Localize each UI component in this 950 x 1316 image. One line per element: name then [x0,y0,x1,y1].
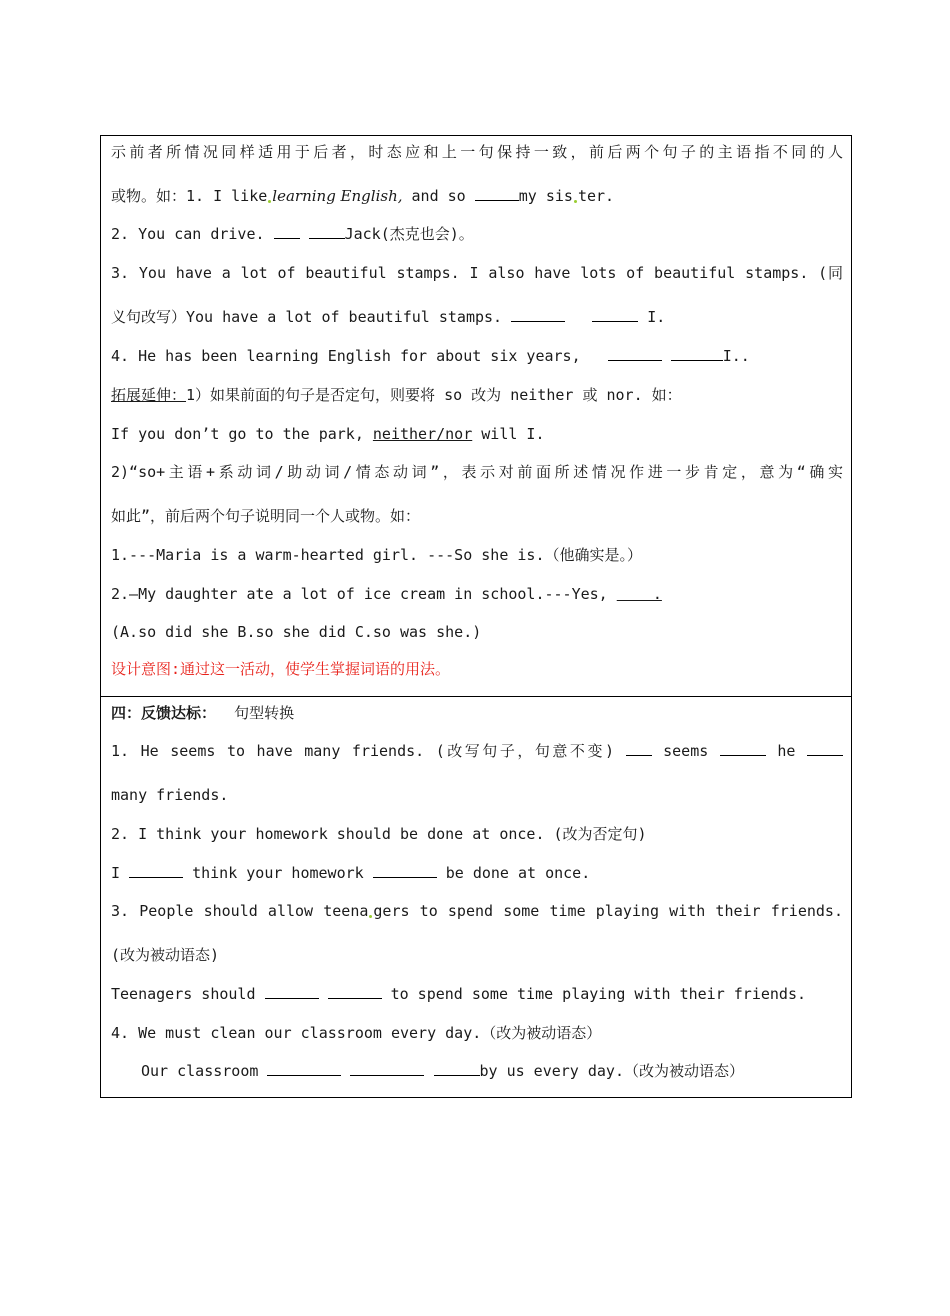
answer-blank[interactable] [274,224,300,239]
extension-line: 拓展延伸：1）如果前面的句子是否定句，则要将 so 改为 neither 或 nor. 如： [111,386,682,404]
question-3: 3. People should allow teena gers to spend some time playing with their friends. [111,902,843,920]
question-2-answer: I think your homework be done at once. [111,864,591,882]
answer-blank[interactable] [626,741,652,756]
mark-dot [574,200,577,203]
answer-blank[interactable] [720,741,766,756]
answer-blank[interactable] [511,307,565,322]
extension-line-3: 如此”，前后两个句子说明同一个人或物。如： [111,507,421,525]
extension-example-2: 2.—My daughter ate a lot of ice cream in school.---Yes, . [111,585,662,603]
extension-example-1: 1.---Maria is a warm-hearted girl. ---So she is.（他确实是。） [111,546,642,564]
question-2: 2. I think your homework should be done at once. (改为否定句) [111,825,647,843]
answer-blank[interactable] [671,346,723,361]
example-line-4: 4. He has been learning English for about six years, I.. [111,347,750,365]
example-line-3-rewrite: 义句改写）You have a lot of beautiful stamps. I. [111,308,666,326]
answer-blank[interactable] [807,741,843,756]
answer-blank[interactable] [350,1061,424,1076]
feedback-section-box [100,696,852,1098]
example-line-1: 或物。如：1. I like learning English, and so my sis ter. [111,187,615,205]
answer-blank[interactable] [434,1061,480,1076]
text-line: 示前者所情况同样适用于后者，时态应和上一句保持一致，前后两个句子的主语指不同的人 [111,143,843,161]
mark-dot [268,200,271,203]
mark-dot [369,915,372,918]
section-heading: 四：反馈达标： 句型转换 [111,704,295,722]
answer-blank[interactable] [129,863,183,878]
question-3-answer: Teenagers should to spend some time playing with their friends. [111,985,807,1003]
example-line-2: 2. You can drive. Jack(杰克也会)。 [111,225,474,243]
answer-options: (A.so did she B.so she did C.so was she.) [111,623,482,641]
extension-line-2: 2)“so+主语+系动词/助动词/情态动词”，表示对前面所述情况作进一步肯定，意为“确实 [111,463,843,481]
grammar-section-box [100,135,852,697]
question-3-instruction: (改为被动语态) [111,946,220,964]
question-1-cont: many friends. [111,786,229,804]
question-4: 4. We must clean our classroom every day.（改为被动语态） [111,1024,602,1042]
question-4-answer: Our classroom by us every day.（改为被动语态） [141,1062,744,1080]
answer-blank[interactable] [309,224,345,239]
answer-blank[interactable] [475,186,519,201]
design-intent: 设计意图:通过这一活动，使学生掌握词语的用法。 [111,660,451,678]
extension-example: If you don’t go to the park, neither/nor will I. [111,425,545,443]
example-line-3: 3. You have a lot of beautiful stamps. I also have lots of beautiful stamps. (同 [111,264,843,282]
answer-blank[interactable] [592,307,638,322]
answer-blank[interactable] [373,863,437,878]
answer-blank[interactable] [267,1061,341,1076]
answer-blank[interactable] [608,346,662,361]
answer-blank[interactable] [265,984,319,999]
question-1: 1. He seems to have many friends. (改写句子，句意不变) seems he [111,741,843,761]
answer-blank[interactable] [328,984,382,999]
